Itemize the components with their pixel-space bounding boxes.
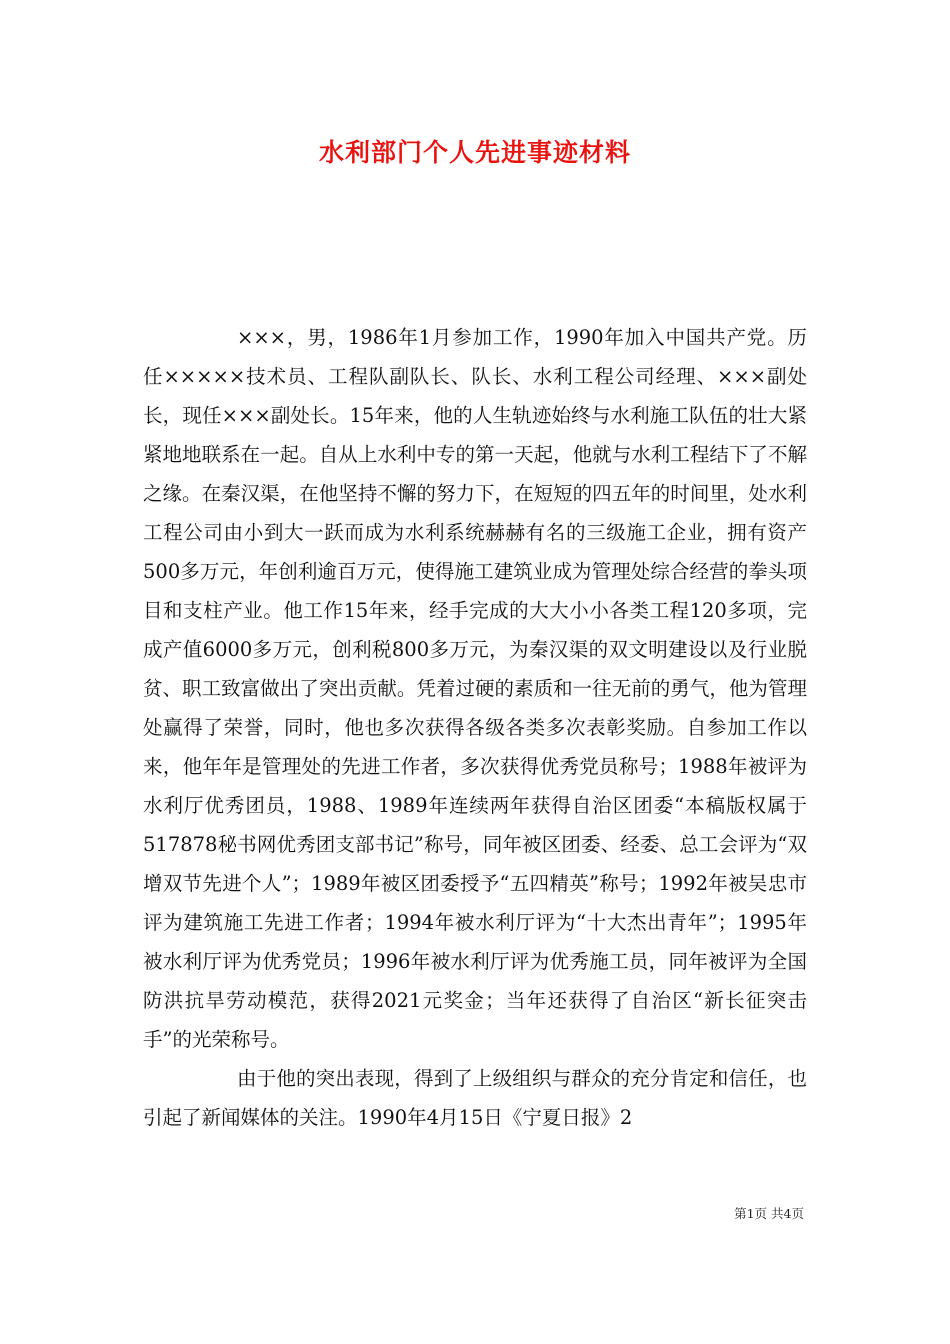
page-number-indicator: 第1页 共4页	[734, 1206, 804, 1221]
body-paragraph-2: 由于他的突出表现，得到了上级组织与群众的充分肯定和信任，也引起了新闻媒体的关注。1990年4月15日《宁夏日报》2	[143, 1067, 807, 1129]
body-paragraph-1: ×××，男，1986年1月参加工作，1990年加入中国共产党。历任×××××技术员、工程队副队长、队长、水利工程公司经理、×××副处长，现任×××副处长。15年来，他的人生轨迹始终与水利施工队伍的壮大紧紧地地联系在一起。自从上水利中专的第一天起，他就与水利工程结下了不解之缘。在秦汉渠，在他坚持不懈的努力下，在短短的四五年的时间里，处水利工程公司由小到大一跃而成为水利系统赫赫有名的三级施工企业，拥有资产500多万元，年创利逾百万元，使得施工建筑业成为管理处综合经营的拳头项目和支柱产业。他工作15年来，经手完成的大大小小各类工程120多项，完成产值6000多万元，创利税800多万元，为秦汉渠的双文明建设以及行业脱贫、职工致富做出了突出贡献。凭着过硬的素质和一往无前的勇气，他为管理处赢得了荣誉，同时，他也多次获得各级各类多次表彰奖励。自参加工作以来，他年年是管理处的先进工作者，多次获得优秀党员称号；1988年被评为水利厅优秀团员，1988、1989年连续两年获得自治区团委“本稿版权属于517878秘书网优秀团支部书记”称号，同年被区团委、经委、总工会评为“双增双节先进个人”；1989年被区团委授予“五四精英”称号；1992年被吴忠市评为建筑施工先进工作者；1994年被水利厅评为“十大杰出青年”；1995年被水利厅评为优秀党员；1996年被水利厅评为优秀施工员，同年被评为全国防洪抗旱劳动模范，获得2021元奖金；当年还获得了自治区“新长征突击手”的光荣称号。	[143, 326, 807, 1051]
document-body	[143, 318, 807, 1137]
document-title: 水利部门个人先进事迹材料	[318, 138, 631, 167]
